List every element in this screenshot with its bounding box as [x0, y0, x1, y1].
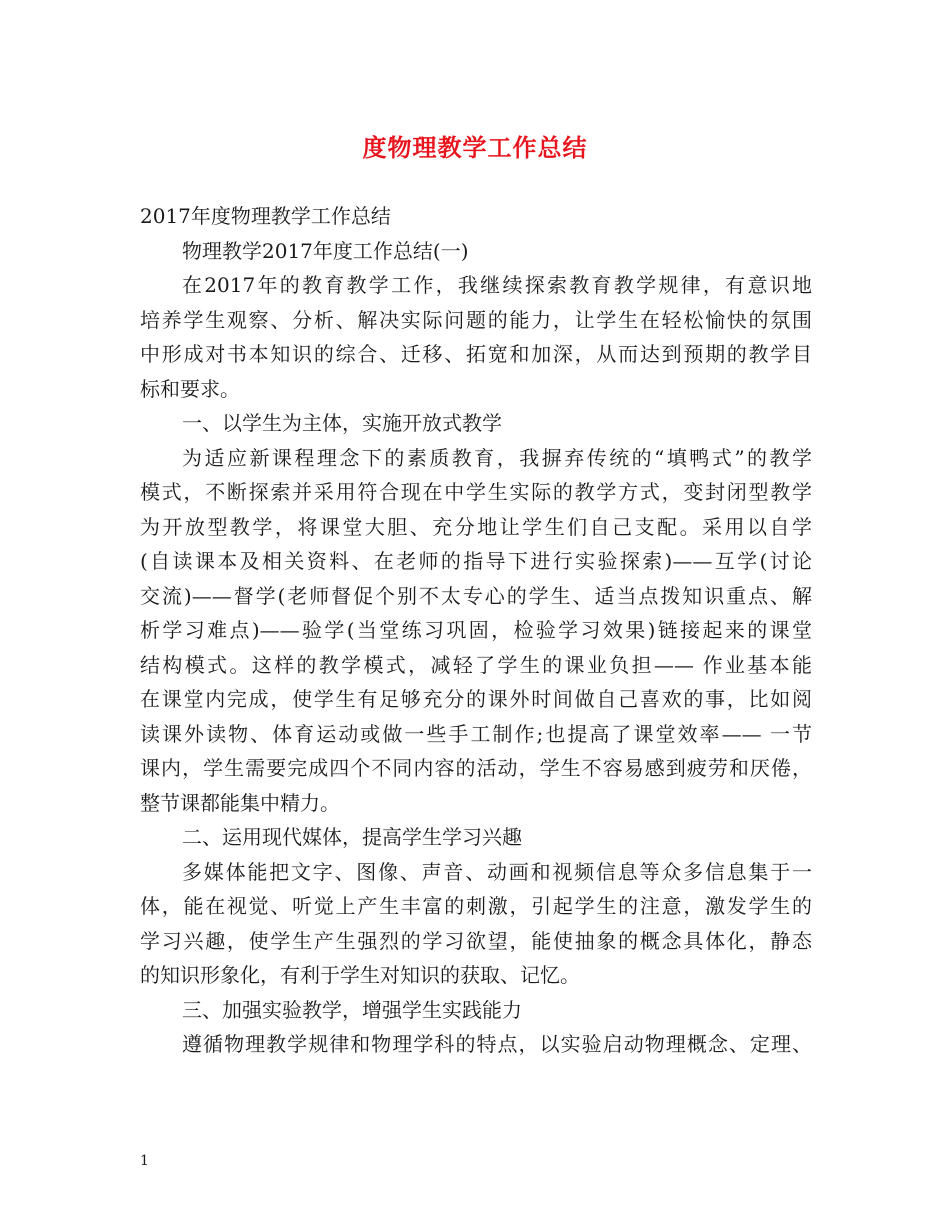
text-line: 一、以学生为主体，实施开放式教学 [182, 411, 502, 435]
document-title: 度物理教学工作总结 [362, 133, 588, 162]
document-body [140, 199, 812, 1062]
text-line: 三、加强实验教学，增强学生实践能力 [182, 997, 522, 1022]
text-line: 为适应新课程理念下的素质教育，我摒弃传统的“填鸭式”的教学 [182, 445, 812, 470]
text-line: 多媒体能把文字、图像、声音、动画和视频信息等众多信息集于一 [182, 859, 812, 884]
text-line: 标和要求。 [140, 376, 240, 401]
text-line: 遵循物理教学规律和物理学科的特点，以实验启动物理概念、定理、 [182, 1032, 812, 1056]
text-line: 在课堂内完成，使学生有足够充分的课外时间做自己喜欢的事，比如阅 [140, 687, 812, 711]
text-line: 中形成对书本知识的综合、迁移、拓宽和加深，从而达到预期的教学目 [140, 342, 812, 366]
text-line: 学习兴趣，使学生产生强烈的学习欲望，能使抽象的概念具体化，静态 [140, 928, 812, 953]
text-line: (自读课本及相关资料、在老师的指导下进行实验探索)——互学(讨论 [140, 549, 812, 573]
text-line: 为开放型教学，将课堂大胆、充分地让学生们自己支配。采用以自学 [140, 514, 812, 539]
text-line: 体，能在视觉、听觉上产生丰富的刺激，引起学生的注意，激发学生的 [140, 894, 812, 918]
text-line: 读课外读物、体育运动或做一些手工制作;也提高了课堂效率—— 一节 [140, 721, 812, 746]
page-number: 1 [140, 1153, 149, 1169]
text-line: 的知识形象化，有利于学生对知识的获取、记忆。 [140, 963, 580, 987]
text-line: 物理教学2017年度工作总结(一) [182, 238, 469, 263]
text-line: 模式，不断探索并采用符合现在中学生实际的教学方式，变封闭型教学 [140, 480, 812, 504]
text-line: 交流)——督学(老师督促个别不太专心的学生、适当点拨知识重点、解 [140, 583, 812, 608]
text-line: 培养学生观察、分析、解决实际问题的能力，让学生在轻松愉快的氛围 [140, 307, 812, 332]
text-line: 二、运用现代媒体，提高学生学习兴趣 [182, 825, 522, 849]
text-line: 结构模式。这样的教学模式，减轻了学生的课业负担—— 作业基本能 [140, 652, 812, 677]
text-line: 析学习难点)——验学(当堂练习巩固，检验学习效果)链接起来的课堂 [140, 618, 812, 642]
text-line: 整节课都能集中精力。 [140, 790, 340, 815]
text-line: 课内，学生需要完成四个不同内容的活动，学生不容易感到疲劳和厌倦， [140, 756, 812, 780]
text-line: 2017年度物理教学工作总结 [140, 204, 391, 228]
text-line: 在2017年的教育教学工作，我继续探索教育教学规律，有意识地 [182, 273, 812, 297]
